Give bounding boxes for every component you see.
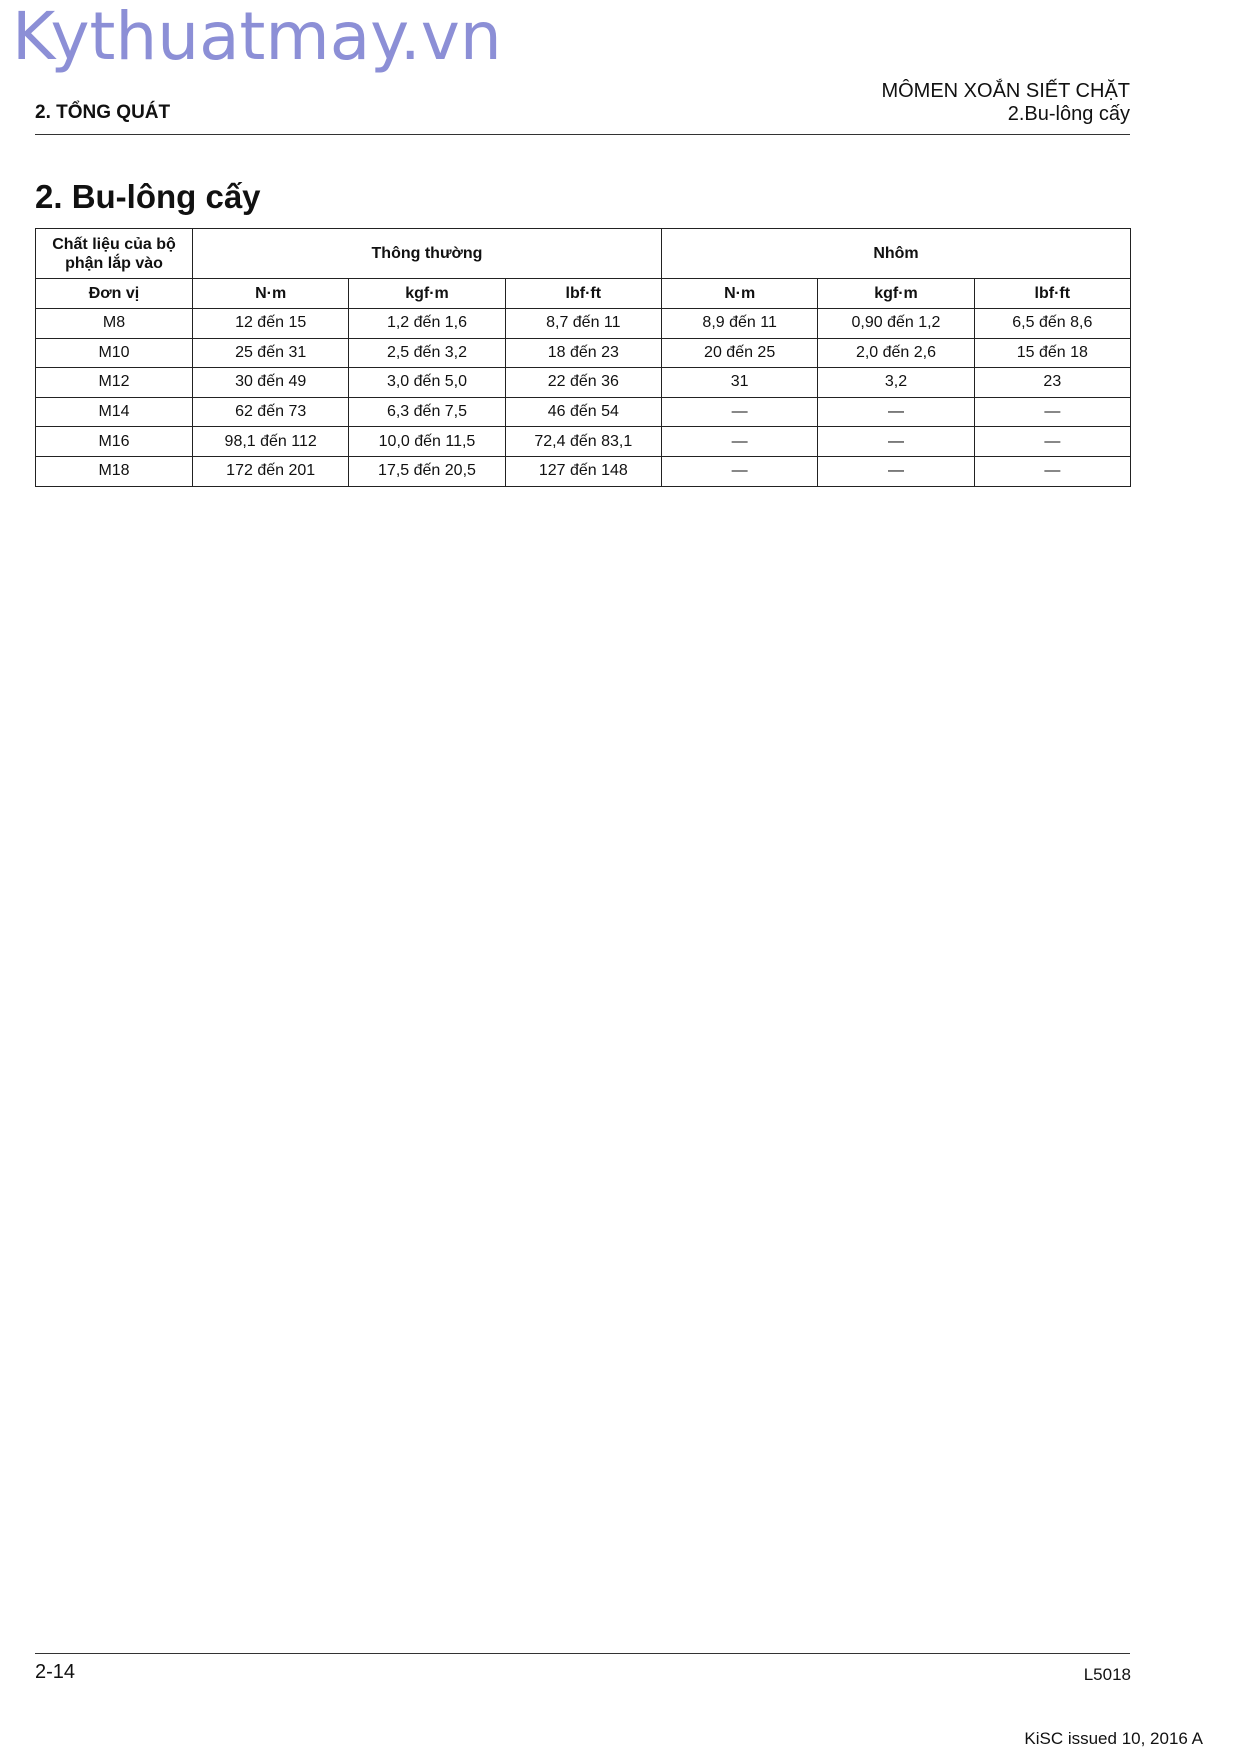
table-row (36, 368, 1131, 398)
group-aluminum-header: Nhôm (661, 229, 1130, 279)
table-cell: 2,0 đến 2,6 (818, 338, 974, 368)
table-row (36, 309, 1131, 339)
table-cell: — (974, 456, 1130, 486)
section-subtitle: 2.Bu-lông cấy (1007, 103, 1130, 125)
bolt-size-cell: M14 (36, 397, 193, 427)
table-cell: 8,7 đến 11 (505, 309, 661, 339)
watermark-logo: Kythuatmay.vn (12, 0, 502, 75)
chapter-title: MÔMEN XOẮN SIẾT CHẶT (881, 80, 1130, 102)
table-cell: 25 đến 31 (193, 338, 349, 368)
table-cell: 10,0 đến 11,5 (349, 427, 505, 457)
unit-cell: kgf·m (349, 279, 505, 309)
unit-cell: kgf·m (818, 279, 974, 309)
unit-header-row (36, 279, 1131, 309)
table-cell: 172 đến 201 (193, 456, 349, 486)
table-header-row (36, 229, 1131, 279)
table-cell: 6,5 đến 8,6 (974, 309, 1130, 339)
table-row (36, 456, 1131, 486)
page-number: 2-14 (35, 1661, 76, 1683)
table-cell: 17,5 đến 20,5 (349, 456, 505, 486)
group-normal-header: Thông thường (193, 229, 662, 279)
document-code: L5018 (1083, 1665, 1131, 1684)
table-cell: 8,9 đến 11 (661, 309, 817, 339)
table-cell: 46 đến 54 (505, 397, 661, 427)
table-cell: 30 đến 49 (193, 368, 349, 398)
bolt-size-cell: M18 (36, 456, 193, 486)
table-cell: 31 (661, 368, 817, 398)
header-divider (35, 134, 1130, 135)
table-cell: 12 đến 15 (193, 309, 349, 339)
table-cell: 98,1 đến 112 (193, 427, 349, 457)
bolt-size-cell: M10 (36, 338, 193, 368)
running-header-left: 2. TỔNG QUÁT (35, 102, 171, 123)
torque-spec-table (35, 228, 1131, 487)
table-cell: 6,3 đến 7,5 (349, 397, 505, 427)
table-cell: — (661, 397, 817, 427)
bolt-size-cell: M12 (36, 368, 193, 398)
table-cell: 20 đến 25 (661, 338, 817, 368)
table-row (36, 338, 1131, 368)
table-cell: — (818, 456, 974, 486)
table-cell: — (818, 397, 974, 427)
table-cell: 22 đến 36 (505, 368, 661, 398)
table-cell: — (661, 456, 817, 486)
bolt-size-cell: M16 (36, 427, 193, 457)
unit-cell: N·m (661, 279, 817, 309)
table-cell: — (818, 427, 974, 457)
table-cell: 62 đến 73 (193, 397, 349, 427)
table-cell: — (661, 427, 817, 457)
table-cell: 1,2 đến 1,6 (349, 309, 505, 339)
table-cell: 2,5 đến 3,2 (349, 338, 505, 368)
table-cell: 72,4 đến 83,1 (505, 427, 661, 457)
unit-cell: N·m (193, 279, 349, 309)
table-cell: 23 (974, 368, 1130, 398)
unit-cell: lbf·ft (505, 279, 661, 309)
table-row (36, 427, 1131, 457)
table-cell: — (974, 397, 1130, 427)
bolt-size-cell: M8 (36, 309, 193, 339)
unit-label-cell: Đơn vị (36, 279, 193, 309)
unit-cell: lbf·ft (974, 279, 1130, 309)
table-cell: 0,90 đến 1,2 (818, 309, 974, 339)
section-title: 2. Bu-lông cấy (35, 178, 261, 215)
issue-note: KiSC issued 10, 2016 A (1024, 1729, 1203, 1748)
table-cell: 3,0 đến 5,0 (349, 368, 505, 398)
footer-divider (35, 1653, 1130, 1654)
material-header-cell: Chất liệu của bộ phận lắp vào (36, 229, 193, 279)
table-cell: 3,2 (818, 368, 974, 398)
table-cell: 18 đến 23 (505, 338, 661, 368)
table-cell: 127 đến 148 (505, 456, 661, 486)
running-header-right (881, 80, 1130, 126)
table-cell: — (974, 427, 1130, 457)
table-cell: 15 đến 18 (974, 338, 1130, 368)
table-row (36, 397, 1131, 427)
